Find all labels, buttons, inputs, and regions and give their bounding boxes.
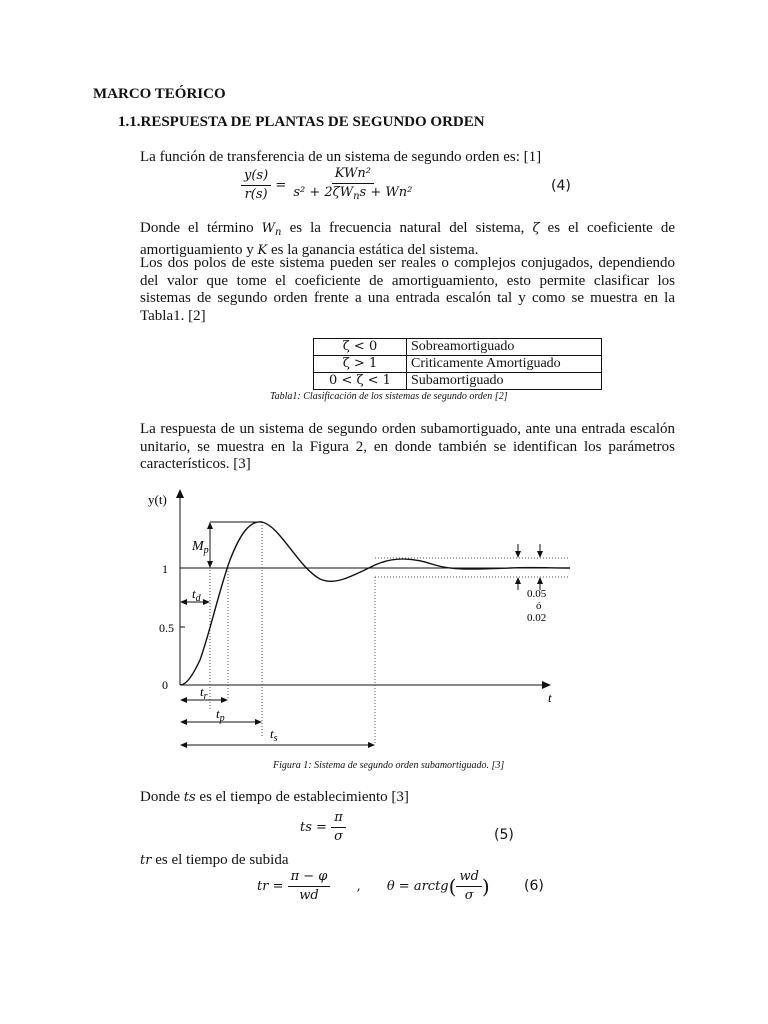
equation-4-number: (4): [551, 178, 571, 194]
table-row: 0 < ζ < 1 Subamortiguado: [314, 373, 602, 390]
equation-5-number: (5): [494, 827, 514, 843]
figure-caption: Figura 1: Sistema de segundo orden subamortiguado. [3]: [273, 760, 505, 771]
tick-label: 0: [162, 678, 168, 692]
section-title: 1.1.RESPUESTA DE PLANTAS DE SEGUNDO ORDEN: [118, 114, 485, 130]
tolerance-label: ó: [536, 600, 542, 612]
tick-label: 0.5: [159, 621, 174, 635]
definitions-paragraph: Donde el término $W_n$ es la frecuencia natural del sistema, ζ es el coeficiente de amortiguamiento y K es la ganancia estática del sistema.: [140, 220, 676, 258]
y-axis-label: y(t): [148, 492, 167, 507]
tolerance-label: 0.05: [527, 588, 547, 600]
eq4-rhs: $\frac{\text{KWn²}}{s^2 + 2\zeta W_ns + Wn^2}$: [293, 166, 413, 202]
equation-6: tr = $\frac{\pi - \varphi}{wd}$ , θ = arctg( $\frac{wd}{\sigma}$ ): [257, 869, 490, 903]
tr-label: $t_r$: [200, 684, 208, 702]
heading: MARCO TEÓRICO: [93, 86, 226, 102]
classification-table: [313, 338, 602, 390]
equation-5: ts = $\frac{\pi}{\sigma}$: [300, 810, 346, 845]
settling-paragraph: Donde ts es el tiempo de establecimiento [3]: [140, 789, 409, 805]
eq4-lhs: $\frac{y(s)}{r(s)}$: [241, 168, 271, 203]
tolerance-label: 0.02: [527, 612, 547, 624]
td-label: $t_d$: [192, 586, 201, 604]
table-caption: Tabla1: Clasificación de los sistemas de segundo orden [2]: [270, 391, 508, 402]
response-curve: [180, 522, 570, 685]
tick-label: 1: [162, 562, 168, 576]
poles-paragraph: Los dos polos de este sistema pueden ser reales o complejos conjugados, dependiendo del valor que tome el coeficiente de amortiguamiento, esto permite clasificar los sistemas de segundo orden frente a una entrada escalón tal y como se muestra en la Tabla1. [2]: [140, 255, 675, 324]
table-row: ζ > 1 Criticamente Amortiguado: [314, 356, 602, 373]
mp-label: $M_p$: [192, 539, 209, 556]
ts-label: $t_s$: [270, 726, 278, 744]
rise-paragraph: tr es el tiempo de subida: [140, 852, 289, 868]
step-response-figure: [130, 482, 590, 757]
x-axis-label: t: [548, 690, 552, 705]
equation-4: $\frac{y(s)}{r(s)}$ = $\frac{\text{KWn²}}{s^2 + 2\zeta W_ns + Wn^2}$: [241, 166, 415, 205]
equation-6-number: (6): [524, 878, 544, 894]
intro-paragraph: La función de transferencia de un sistema de segundo orden es: [1]: [140, 149, 542, 165]
tp-label: $t_p$: [216, 706, 225, 724]
table-row: ζ < 0 Sobreamortiguado: [314, 339, 602, 356]
response-paragraph: La respuesta de un sistema de segundo orden subamortiguado, ante una entrada escalón unitario, se muestra en la Figura 2, en donde también se identifican los parámetros característicos. [3]: [140, 421, 675, 473]
